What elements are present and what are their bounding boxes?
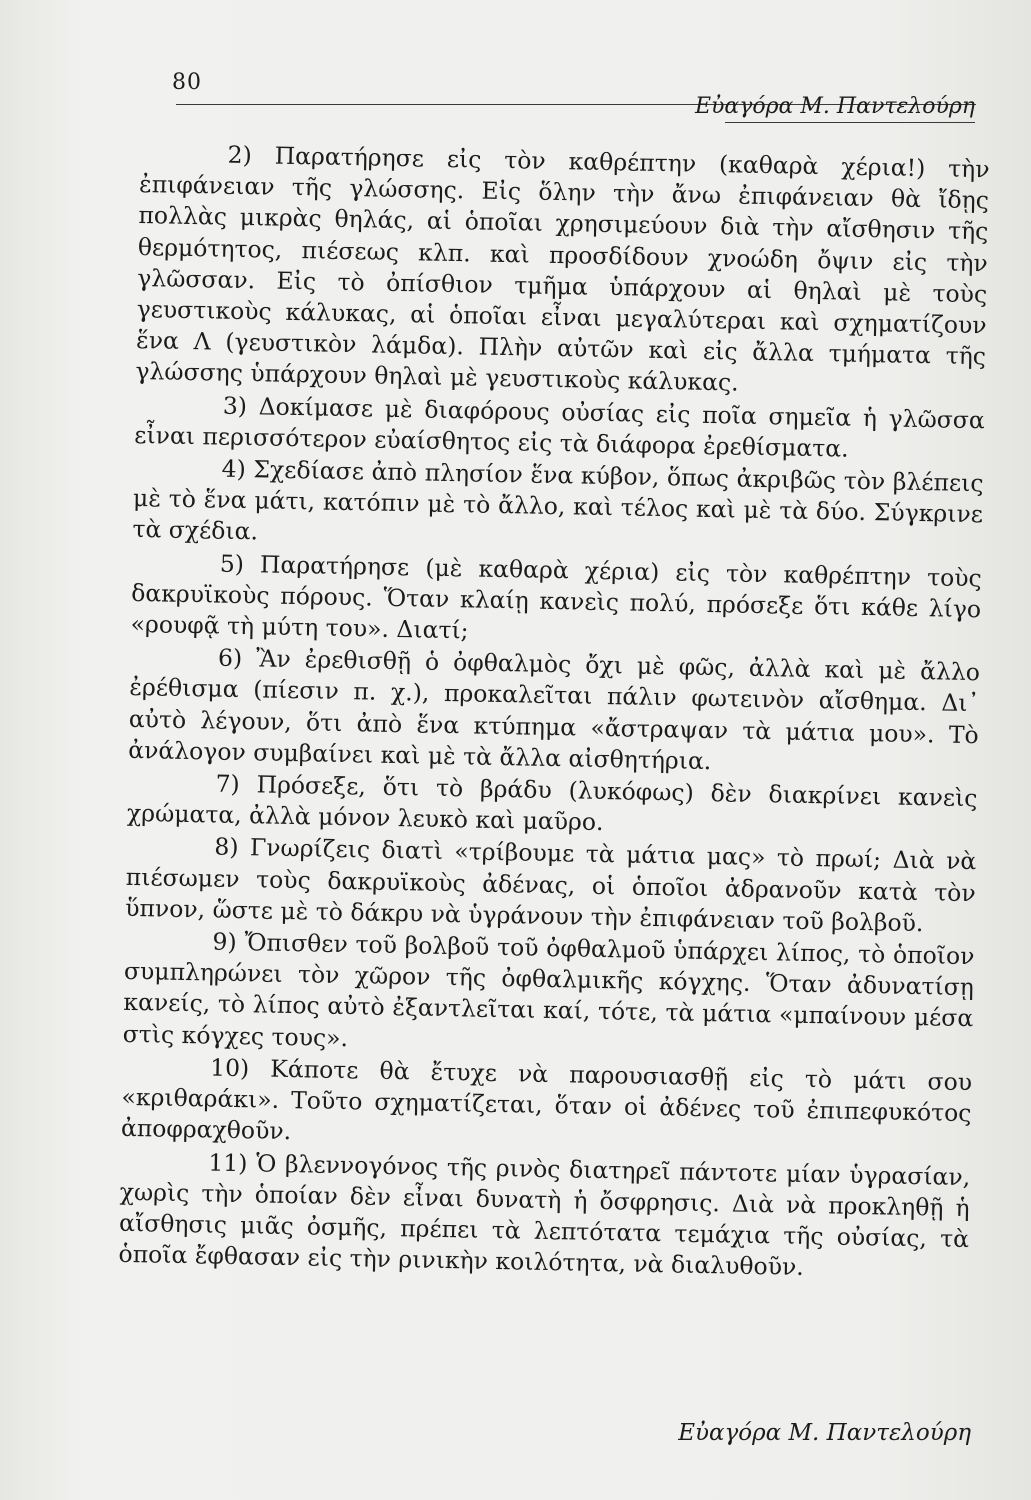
author-signature: Εὐαγόρα Μ. Παντελούρη xyxy=(678,1420,971,1446)
paragraph-2: 2) Παρατήρησε εἰς τὸν καθρέπτην (καθαρὰ χέρια!) τὴν ἐπιφάνειαν τῆς γλώσσης. Εἰς ὅλην τὴν ἄνω ἐπιφάνειαν θὰ ἴδῃς πολλὰς μικρὰς θηλάς, αἱ ὁποῖαι χρησιμεύουν διὰ τὴν αἴσθησιν τῆς θερμότητος, πιέσεως κλπ. καὶ προσδίδουν χνοώδη ὄψιν εἰς τὴν γλῶσσαν. Εἰς τὸ ὀπίσθιον τμῆμα ὑπάρχουν αἱ θηλαὶ μὲ τοὺς γευστικοὺς κάλυκας, αἱ ὁποῖαι εἶναι μεγαλύτεραι καὶ σχηματίζουν ἕνα Λ (γευστικὸν λάμδα). Πλὴν αὐτῶν καὶ εἰς ἄλλα τμήματα τῆς γλώσσης ὑπάρχουν θηλαὶ μὲ γευστικοὺς κάλυκας. xyxy=(135,140,990,397)
paragraph-6: 6) Ἂν ἐρεθισθῇ ὁ ὀφθαλμὸς ὄχι μὲ φῶς, ἀλλὰ καὶ μὲ ἄλλο ἐρέθισμα (πίεσιν π. χ.), προκαλεῖται πάλιν φωτεινὸν αἴσθημα. Δι᾿ αὐτὸ λέγουν, ὅτι ἀπὸ ἕνα κτύπημα «ἄστραψαν τὰ μάτια μου». Τὸ ἀνάλογον συμβαίνει καὶ μὲ τὰ ἄλλα αἰσθητήρια. xyxy=(127,643,981,775)
paragraph-9: 9) Ὄπισθεν τοῦ βολβοῦ τοῦ ὀφθαλμοῦ ὑπάρχει λίπος, τὸ ὁποῖον συμπληρώνει τὸν χῶρον τῆς ὀφθαλμικῆς κόγχης. Ὅταν ἀδυνατίσῃ κανείς, τὸ λίπος αὐτὸ ἐξαντλεῖται καί, τότε, τὰ μάτια «μπαίνουν μέσα στὶς κόγχες τους». xyxy=(122,927,975,1052)
running-head: Εὐαγόρα Μ. Παντελούρη xyxy=(694,94,975,119)
paragraph-5: 5) Παρατήρησε (μὲ καθαρὰ χέρια) εἰς τὸν καθρέπτην τοὺς δακρυϊκοὺς πόρους. Ὅταν κλαίῃ κανεὶς πολύ, πρόσεξε ὅτι κάθε λίγο «ρουφᾷ τὴ μύτη του». Διατί; xyxy=(130,549,982,645)
paragraph-8: 8) Γνωρίζεις διατὶ «τρίβουμε τὰ μάτια μας» τὸ πρωί; Διὰ νὰ πιέσωμεν τοὺς δακρυϊκοὺς ἀδένας, οἱ ὁποῖοι ἀδρανοῦν κατὰ τὸν ὕπνον, ὥστε μὲ τὸ δάκρυ νὰ ὑγράνουν τὴν ἐπιφάνειαν τοῦ βολβοῦ. xyxy=(124,833,977,938)
paragraph-7: 7) Πρόσεξε, ὅτι τὸ βράδυ (λυκόφως) δὲν διακρίνει κανεὶς χρώματα, ἀλλὰ μόνον λευκὸ καὶ μαῦρο. xyxy=(126,769,978,837)
paragraph-11: 11) Ὁ βλεννογόνος τῆς ρινὸς διατηρεῖ πάντοτε μίαν ὑγρασίαν, χωρὶς τὴν ὁποίαν δὲν εἶναι δυνατὴ ἡ ὄσφρησις. Διὰ νὰ προκληθῇ ἡ αἴσθησις μιᾶς ὀσμῆς, πρέπει τὰ λεπτότατα τεμάχια τῆς οὐσίας, τὰ ὁποῖα ἔφθασαν εἰς τὴν ρινικὴν κοιλότητα, νὰ διαλυθοῦν. xyxy=(118,1148,971,1282)
body-text xyxy=(118,138,990,1287)
paragraph-3: 3) Δοκίμασε μὲ διαφόρους οὐσίας εἰς ποῖα σημεῖα ἡ γλῶσσα εἶναι περισσότερον εὐαίσθητος εἰς τὰ διάφορα ἐρεθίσματα. xyxy=(134,391,986,463)
page-number: 80 xyxy=(172,70,202,95)
paragraph-4: 4) Σχεδίασε ἀπὸ πλησίον ἕνα κύβον, ὅπως ἀκριβῶς τὸν βλέπεις μὲ τὸ ἕνα μάτι, κατόπιν μὲ τὸ ἄλλο, καὶ τέλος καὶ μὲ τὰ δύο. Σύγκρινε τὰ σχέδια. xyxy=(132,454,984,546)
running-head-underline xyxy=(725,122,975,123)
paragraph-10: 10) Κάποτε θὰ ἔτυχε νὰ παρουσιασθῇ εἰς τὸ μάτι σου «κριθαράκι». Τοῦτο σχηματίζεται, ὅταν οἱ ἀδένες τοῦ ἐπιπεφυκότος ἀποφραχθοῦν. xyxy=(120,1053,973,1146)
